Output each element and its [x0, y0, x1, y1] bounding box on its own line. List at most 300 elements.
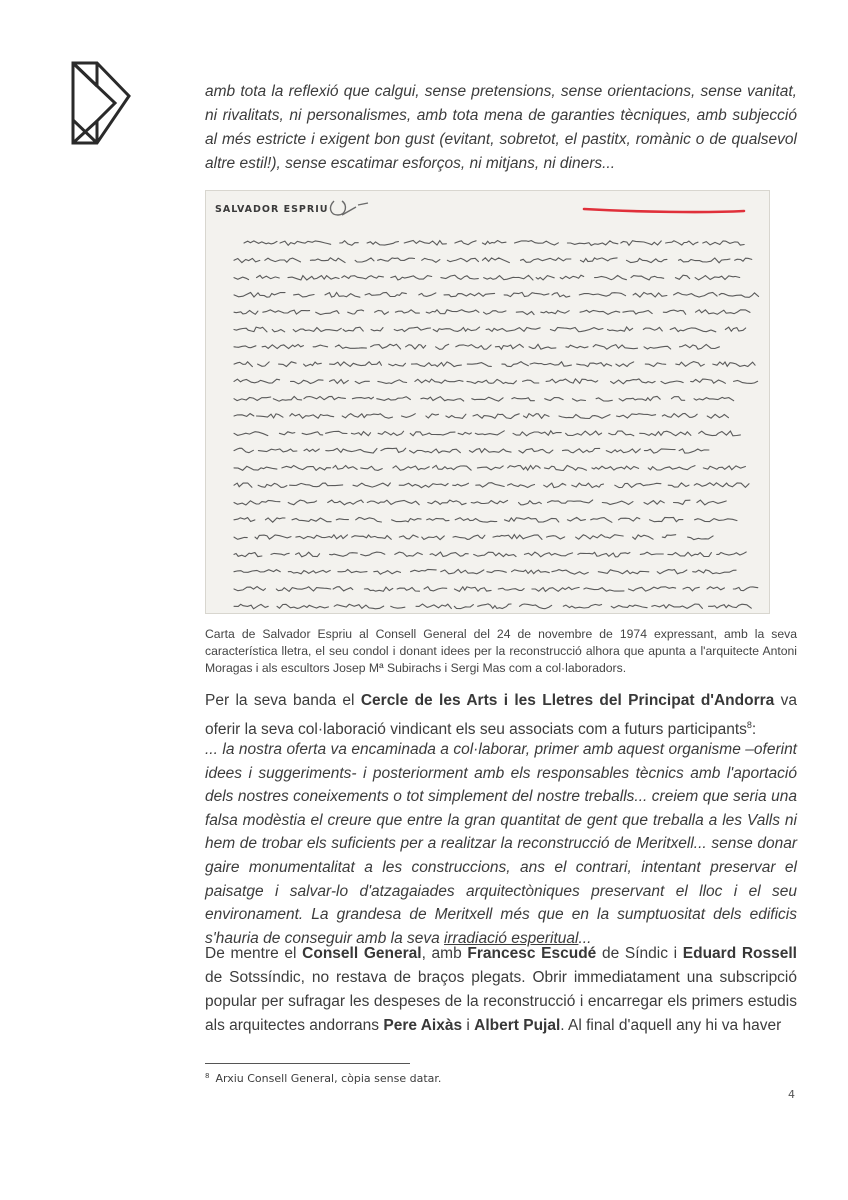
- handwritten-word: [234, 293, 285, 298]
- handwritten-word: [262, 344, 303, 348]
- handwritten-word: [441, 569, 484, 573]
- handwritten-word: [426, 414, 439, 418]
- handwritten-word: [512, 570, 550, 574]
- quote-cercle: [205, 738, 797, 950]
- handwritten-word: [355, 381, 369, 383]
- handwritten-word: [234, 466, 277, 470]
- handwritten-word: [234, 448, 253, 453]
- handwritten-word: [734, 381, 758, 384]
- handwritten-word: [342, 276, 384, 279]
- handwritten-word: [482, 241, 506, 245]
- handwritten-word: [234, 277, 249, 280]
- handwritten-word: [717, 552, 747, 555]
- handwritten-word: [666, 241, 698, 245]
- handwritten-word: [547, 536, 565, 539]
- handwritten-word: [374, 571, 401, 575]
- handwritten-word: [313, 345, 328, 347]
- bold-run: Albert Pujal: [474, 1017, 561, 1034]
- intro-quote-text: amb tota la reflexió que calgui, sense pretensions, sense orientacions, sense vanitat, ni rivalitats, ni personalismes, amb tota mena de garanties tècniques, amb subjecció al més estricte i exigent bon gust (evitant, sobretot, el pastitx, romànic o de qualsevol altre estil!), sense escatimar esforços, ni mitjans, ni diners...: [205, 83, 797, 172]
- handwritten-word: [502, 362, 529, 367]
- handwritten-word: [272, 330, 285, 332]
- underlined-phrase: irradiació esperitual: [444, 929, 579, 947]
- handwritten-word: [381, 448, 406, 452]
- handwritten-word: [519, 449, 553, 453]
- text-run: :: [751, 721, 757, 739]
- handwritten-word: [391, 606, 405, 608]
- handwritten-word: [290, 414, 334, 419]
- handwritten-word: [580, 310, 620, 314]
- handwritten-word: [441, 275, 478, 279]
- footnote-text: Arxiu Consell General, còpia sense datar.: [215, 1072, 442, 1085]
- handwritten-word: [552, 293, 570, 297]
- handwritten-word: [257, 275, 280, 278]
- handwritten-word: [412, 362, 462, 367]
- handwritten-word: [472, 397, 503, 401]
- handwritten-word: [296, 552, 320, 557]
- handwritten-word: [645, 363, 665, 367]
- handwritten-word: [444, 293, 495, 297]
- handwritten-word: [577, 363, 612, 367]
- handwritten-word: [693, 570, 736, 574]
- handwritten-word: [695, 276, 740, 280]
- handwritten-word: [333, 587, 353, 591]
- handwritten-word: [458, 432, 471, 434]
- bold-run: Cercle de les Arts i les Lletres del Principat d'Andorra: [360, 692, 775, 709]
- handwritten-word: [697, 500, 726, 505]
- handwritten-word: [484, 275, 533, 280]
- handwritten-word: [234, 346, 256, 348]
- handwritten-word: [661, 381, 683, 384]
- handwritten-word: [578, 552, 630, 557]
- handwritten-word: [617, 414, 656, 418]
- handwritten-word: [288, 276, 339, 280]
- handwritten-word: [644, 346, 671, 349]
- handwritten-word: [377, 397, 411, 401]
- handwritten-word: [566, 431, 602, 435]
- handwritten-word: [415, 379, 463, 383]
- handwritten-word: [629, 587, 676, 591]
- handwritten-word: [378, 380, 407, 384]
- handwritten-word: [476, 483, 504, 487]
- handwritten-word: [671, 397, 684, 401]
- handwritten-word: [426, 310, 479, 314]
- handwritten-word: [328, 500, 364, 505]
- handwritten-word: [453, 483, 469, 486]
- handwritten-word: [361, 466, 382, 470]
- handwritten-word: [679, 258, 731, 263]
- handwritten-word: [371, 344, 401, 349]
- handwritten-word: [348, 310, 364, 314]
- handwritten-word: [395, 310, 419, 313]
- handwritten-word: [484, 311, 507, 315]
- handwritten-word: [454, 587, 491, 592]
- handwritten-word: [606, 449, 640, 453]
- handwritten-word: [478, 604, 511, 609]
- handwritten-word: [271, 553, 289, 555]
- handwritten-word: [467, 363, 491, 367]
- handwritten-word: [532, 587, 579, 591]
- handwritten-word: [691, 379, 726, 383]
- handwritten-word: [352, 535, 392, 539]
- text-run: de Sotssíndic, no restava de braços plegats. Obrir immediatament una subscripció popular per sufragar les despeses de la reconstrucció i encarregar els primers estudis als arquitectes andorrans: [205, 969, 797, 1034]
- handwritten-word: [670, 328, 716, 332]
- handwritten-word: [735, 258, 752, 261]
- handwritten-word: [608, 327, 633, 331]
- handwritten-word: [290, 483, 343, 487]
- handwritten-word: [674, 293, 718, 298]
- handwritten-word: [410, 432, 455, 436]
- handwritten-word: [389, 363, 406, 366]
- handwritten-word: [234, 379, 280, 383]
- handwritten-word: [652, 604, 703, 608]
- handwritten-word: [430, 552, 468, 556]
- handwritten-word: [619, 396, 660, 401]
- handwritten-word: [707, 414, 728, 418]
- text-run: va oferir la seva col·laboració vindicant els seu associats com a futurs participants: [205, 692, 797, 739]
- handwritten-word: [342, 414, 392, 419]
- handwritten-word: [529, 344, 556, 349]
- handwritten-word: [513, 431, 561, 436]
- text-run: . Al final d'aquell any hi va haver: [560, 1017, 782, 1034]
- handwritten-word: [399, 483, 448, 487]
- handwritten-word: [627, 258, 667, 262]
- handwritten-word: [234, 604, 268, 609]
- handwritten-word: [572, 483, 604, 488]
- quote-text: ... la nostra oferta va encaminada a col·laborar, primer amb aquest organisme –oferint idees i suggeriments- i posteriorment amb els responsables tècnics amb l'aportació dels nostres coneixements o tot simplement del nostre treballs... creiem que seria una falsa modèstia el creure que entre la gran quantitat de gent que treballa a les Valls ni hem de trobar els suficients per a realitzar la reconstrucció de Meritxell... sense donar gaire monumentalitat a les construccions, ans el contrari, intentant preservar el paisatge i salvar-lo d'atzagaiades arquitectòniques preservant el lloc i el seu environament. La grandesa de Meritxell més que en la sumptuositat dels edificis s'hauria de conseguir amb la seva: [205, 741, 797, 947]
- handwritten-word: [427, 518, 449, 520]
- handwritten-word: [523, 380, 539, 383]
- handwritten-word: [234, 397, 271, 401]
- handwritten-word: [563, 604, 601, 608]
- handwritten-word: [631, 276, 664, 280]
- handwritten-word: [530, 362, 571, 366]
- handwritten-word: [330, 553, 358, 557]
- quote-end: ...: [578, 929, 592, 947]
- handwritten-word: [288, 570, 330, 573]
- handwritten-word: [469, 449, 511, 453]
- handwritten-word: [234, 553, 262, 557]
- handwritten-word: [548, 500, 593, 503]
- handwritten-word: [397, 588, 419, 592]
- handwritten-word: [615, 483, 661, 487]
- paragraph-consell: [205, 942, 797, 1038]
- handwritten-word: [713, 362, 755, 367]
- handwritten-word: [325, 293, 360, 298]
- text-run: , amb: [421, 945, 468, 962]
- text-run: de Síndic i: [596, 945, 683, 962]
- handwritten-word: [367, 242, 398, 246]
- handwritten-word: [343, 327, 363, 331]
- handwritten-word: [399, 535, 418, 539]
- handwritten-word: [544, 483, 566, 488]
- handwritten-word: [234, 500, 280, 505]
- handwritten-word: [477, 466, 503, 470]
- handwritten-word: [524, 552, 572, 557]
- handwritten-word: [234, 587, 265, 591]
- handwritten-word: [334, 604, 384, 609]
- handwritten-word: [662, 535, 675, 538]
- handwritten-word: [234, 310, 258, 314]
- handwritten-word: [482, 258, 509, 263]
- handwritten-word: [544, 466, 586, 471]
- handwritten-word: [703, 466, 745, 470]
- handwritten-word: [276, 587, 330, 592]
- handwritten-word: [279, 362, 297, 367]
- handwritten-word: [244, 241, 277, 244]
- handwritten-word: [234, 432, 268, 436]
- handwritten-word: [330, 380, 349, 384]
- handwritten-word: [474, 552, 516, 556]
- handwritten-word: [559, 415, 610, 419]
- handwritten-word: [504, 292, 549, 296]
- handwritten-word: [326, 431, 347, 433]
- handwritten-word: [560, 275, 584, 279]
- handwritten-word: [364, 587, 392, 591]
- handwritten-word: [378, 431, 404, 435]
- handwritten-word: [536, 276, 554, 280]
- handwritten-word: [406, 345, 426, 349]
- handwritten-word: [580, 258, 617, 262]
- handwritten-word: [579, 293, 625, 297]
- handwritten-word: [277, 604, 329, 608]
- handwritten-word: [234, 483, 252, 487]
- handwritten-word: [263, 310, 310, 314]
- handwritten-word: [421, 397, 464, 401]
- handwritten-word: [410, 449, 461, 453]
- handwritten-word: [316, 311, 339, 315]
- handwritten-word: [595, 275, 627, 279]
- handwritten-word: [234, 362, 252, 367]
- handwritten-word: [567, 241, 618, 246]
- handwritten-word: [436, 344, 449, 349]
- handwritten-word: [545, 398, 564, 401]
- handwritten-word: [447, 258, 478, 261]
- handwritten-word: [519, 501, 542, 505]
- handwritten-word: [265, 258, 301, 262]
- handwritten-word: [592, 466, 639, 470]
- handwritten-word: [367, 500, 419, 505]
- handwritten-word: [733, 587, 758, 591]
- handwritten-word: [683, 587, 699, 591]
- handwritten-word: [302, 432, 323, 435]
- handwritten-word: [453, 535, 485, 539]
- handwritten-word: [640, 431, 691, 436]
- handwritten-word: [576, 535, 624, 540]
- handwritten-word: [419, 293, 436, 297]
- handwritten-word: [668, 483, 689, 487]
- handwritten-word: [338, 570, 367, 573]
- handwritten-word: [304, 362, 322, 366]
- handwritten-word: [335, 345, 366, 349]
- handwritten-word: [512, 398, 535, 401]
- handwritten-word: [486, 328, 540, 332]
- handwritten-word: [378, 258, 415, 261]
- handwritten-word: [455, 241, 476, 245]
- handwritten-word: [326, 448, 377, 453]
- handwritten-word: [593, 345, 637, 350]
- handwritten-word: [475, 431, 504, 435]
- handwritten-word: [351, 432, 370, 436]
- bold-run: Eduard Rossell: [682, 945, 797, 962]
- footnote-ref[interactable]: 8: [746, 720, 752, 730]
- handwritten-word: [333, 466, 357, 470]
- handwritten-word: [291, 380, 324, 384]
- handwritten-word: [648, 466, 695, 470]
- handwritten-word: [471, 500, 507, 503]
- handwritten-word: [663, 310, 685, 314]
- handwritten-word: [234, 414, 254, 417]
- handwritten-word: [493, 535, 542, 540]
- handwritten-word: [699, 431, 741, 436]
- handwritten-word: [304, 396, 346, 399]
- handwritten-word: [643, 327, 662, 331]
- handwritten-word: [234, 327, 267, 332]
- handwritten-word: [422, 536, 445, 540]
- handwritten-word: [296, 535, 348, 539]
- handwritten-word: [304, 449, 319, 452]
- handwritten-word: [456, 345, 491, 350]
- handwritten-word: [633, 535, 654, 539]
- handwritten-word: [695, 519, 737, 522]
- handwritten-word: [709, 604, 752, 608]
- handwritten-word: [365, 293, 406, 297]
- handwritten-word: [707, 587, 725, 590]
- handwritten-word: [375, 310, 389, 314]
- bold-run: Consell General: [302, 945, 422, 962]
- handwritten-word: [505, 518, 559, 523]
- handwritten-word: [411, 569, 437, 571]
- handwritten-word: [404, 241, 446, 246]
- handwritten-word: [258, 449, 297, 452]
- handwritten-word: [546, 379, 598, 383]
- footnote-number: 8: [205, 1072, 210, 1080]
- handwritten-word: [623, 311, 652, 315]
- text-run: Per la seva banda el: [205, 692, 361, 709]
- handwritten-word: [675, 275, 689, 279]
- handwritten-word: [371, 328, 383, 331]
- handwritten-word: [280, 241, 331, 245]
- handwritten-word: [640, 552, 663, 555]
- handwritten-word: [520, 604, 552, 609]
- handwritten-word: [657, 570, 687, 574]
- handwritten-word: [552, 570, 588, 575]
- handwritten-word: [516, 312, 534, 315]
- handwritten-word: [258, 483, 287, 487]
- handwritten-word: [703, 241, 744, 245]
- bold-run: Francesc Escudé: [467, 945, 597, 962]
- handwritten-word: [611, 379, 656, 384]
- handwritten-word: [598, 570, 649, 574]
- handwritten-word: [255, 535, 291, 539]
- handwritten-word: [424, 587, 447, 591]
- handwritten-word: [234, 537, 247, 539]
- handwritten-word: [353, 483, 390, 487]
- handwritten-word: [392, 519, 422, 522]
- handwritten-word: [395, 552, 423, 556]
- page-number: 4: [788, 1088, 795, 1101]
- handwritten-word: [621, 241, 662, 246]
- handwritten-word: [694, 483, 749, 488]
- handwritten-word: [265, 518, 285, 522]
- handwritten-word: [473, 414, 519, 419]
- handwritten-word: [596, 398, 612, 401]
- handwritten-word: [508, 466, 541, 471]
- handwritten-word: [433, 465, 472, 470]
- handwritten-word: [393, 466, 429, 471]
- handwritten-word: [455, 518, 497, 523]
- handwritten-word: [467, 379, 516, 383]
- handwritten-word: [352, 397, 373, 399]
- letter-letterhead: SALVADOR ESPRIU: [215, 204, 329, 215]
- handwritten-word: [361, 552, 385, 556]
- handwritten-word: [454, 605, 473, 609]
- handwritten-word: [288, 500, 316, 505]
- handwritten-word: [416, 604, 451, 608]
- handwritten-word: [292, 518, 331, 522]
- handwritten-word: [619, 518, 640, 522]
- handwritten-word: [591, 518, 612, 523]
- handwritten-word: [719, 293, 759, 297]
- handwritten-word: [487, 571, 506, 573]
- handwritten-word: [446, 414, 466, 418]
- handwritten-word: [521, 258, 571, 263]
- handwritten-word: [234, 570, 280, 573]
- footnote-separator: [205, 1063, 410, 1064]
- text-run: i: [462, 1017, 475, 1034]
- handwritten-word: [662, 414, 697, 418]
- handwritten-word: [572, 399, 585, 401]
- footnote: [205, 1072, 441, 1085]
- handwritten-word: [694, 397, 734, 400]
- handwritten-word: [633, 292, 667, 297]
- handwritten-word: [515, 241, 559, 245]
- handwritten-word: [650, 518, 683, 522]
- handwritten-word: [294, 294, 315, 297]
- handwritten-word: [433, 327, 479, 332]
- handwritten-word: [541, 311, 569, 314]
- handwritten-word: [391, 276, 432, 280]
- handwritten-word: [563, 448, 600, 452]
- handwritten-word: [356, 518, 382, 523]
- handwritten-word: [498, 588, 524, 590]
- handwritten-word: [273, 396, 301, 401]
- handwritten-letter-image: [205, 190, 770, 614]
- handwritten-word: [234, 258, 260, 262]
- bold-run: Pere Aixàs: [383, 1017, 463, 1034]
- handwritten-word: [567, 517, 585, 521]
- handwritten-word: [679, 449, 709, 453]
- handwritten-word: [330, 362, 382, 367]
- handwritten-word: [550, 328, 603, 332]
- handwritten-word: [293, 328, 341, 332]
- handwritten-word: [234, 518, 255, 522]
- handwritten-word: [609, 431, 634, 436]
- handwritten-word: [524, 414, 550, 419]
- handwritten-word: [508, 484, 535, 488]
- handwritten-word: [676, 362, 705, 367]
- figure-caption: Carta de Salvador Espriu al Consell General del 24 de novembre de 1974 expressant, amb la seva característica lletra, el seu condol i donant idees per la reconstrucció alhora que apunta a l'arquitecte Antoni Moragas i als escultors Josep Mª Subirachs i Sergi Mas com a col·laboradors.: [205, 627, 797, 675]
- handwritten-word: [422, 258, 440, 262]
- handwritten-word: [674, 500, 691, 504]
- handwritten-word: [257, 414, 284, 418]
- paragraph-cercle: [205, 689, 797, 742]
- handwritten-word: [668, 552, 712, 556]
- handwritten-word: [279, 432, 294, 435]
- handwritten-word: [644, 501, 664, 505]
- handwriting-scribble: [206, 191, 770, 614]
- handwritten-word: [725, 327, 745, 331]
- handwritten-word: [602, 501, 633, 504]
